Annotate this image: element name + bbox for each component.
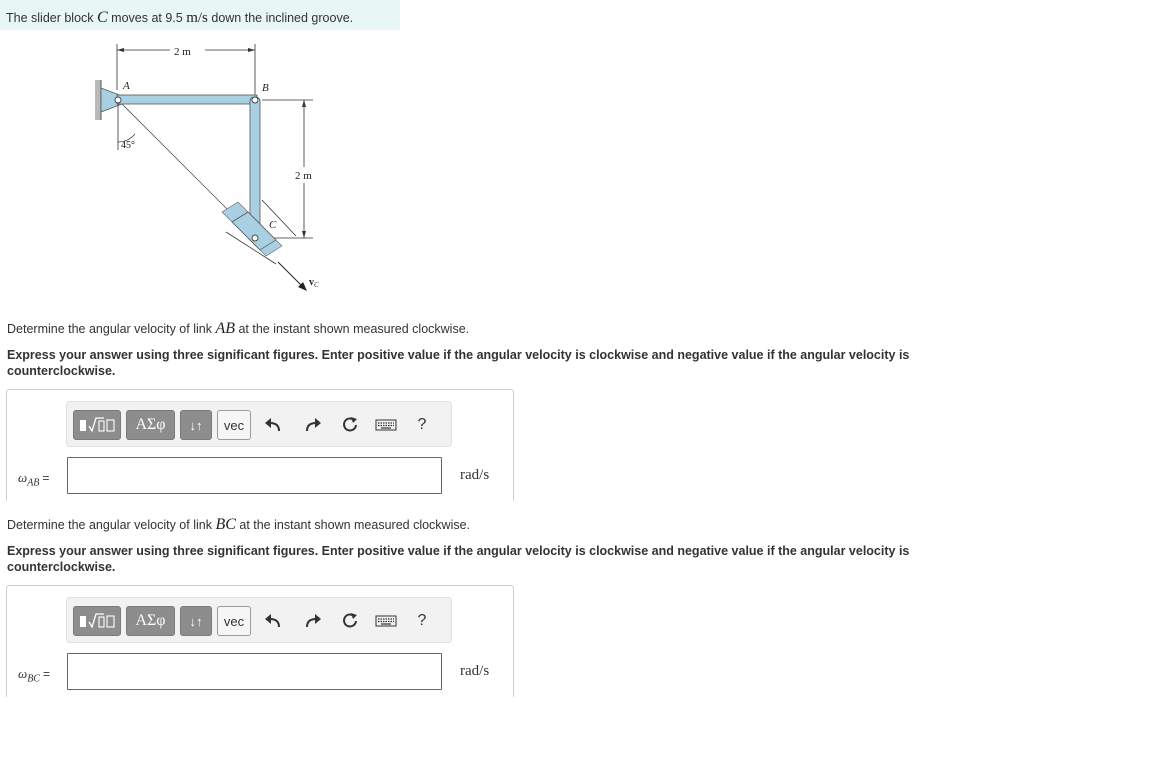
intro-text-prefix: The slider block xyxy=(6,11,98,25)
math-toolbar xyxy=(66,401,452,447)
omega-subscript: AB xyxy=(27,477,40,489)
equals-sign: = xyxy=(42,667,50,681)
vector-button[interactable]: vec xyxy=(217,606,251,636)
answer-variable-label xyxy=(18,666,50,685)
reset-icon xyxy=(341,416,359,434)
intro-var-c: C xyxy=(97,9,108,26)
pin-b xyxy=(252,97,258,103)
help-button[interactable]: ? xyxy=(417,416,427,433)
dim-right-label: 2 m xyxy=(295,170,312,182)
redo-icon xyxy=(304,417,322,433)
templates-icon xyxy=(77,610,117,632)
undo-icon xyxy=(264,613,282,629)
pin-a xyxy=(115,97,121,103)
question-text-suffix: at the instant shown measured clockwise. xyxy=(234,322,470,336)
templates-button[interactable] xyxy=(73,606,121,636)
answer-box-part-1 xyxy=(6,389,514,501)
label-a: A xyxy=(123,80,130,92)
dim-arrow-up xyxy=(302,100,306,107)
reset-icon xyxy=(341,612,359,630)
question-text-suffix: at the instant shown measured clockwise. xyxy=(235,518,471,532)
omega-subscript: BC xyxy=(27,673,40,685)
velocity-arrow xyxy=(278,262,304,288)
keyboard-icon xyxy=(375,614,397,628)
omega-symbol: ω xyxy=(18,666,28,681)
answer-unit: rad/s xyxy=(460,467,490,483)
mechanism-figure xyxy=(80,36,340,298)
omega-symbol: ω xyxy=(18,470,28,485)
arrows-button[interactable]: ↓↑ xyxy=(180,606,212,636)
intro-text-suffix: down the inclined groove. xyxy=(207,11,354,25)
undo-button[interactable] xyxy=(262,414,284,436)
keyboard-button[interactable] xyxy=(375,610,397,632)
arrows-button[interactable]: ↓↑ xyxy=(180,410,212,440)
redo-icon xyxy=(304,613,322,629)
pin-c xyxy=(252,235,258,241)
question-part-1 xyxy=(7,320,469,338)
templates-button[interactable] xyxy=(73,410,121,440)
dim-arrow-down xyxy=(302,231,306,238)
keyboard-icon xyxy=(375,418,397,432)
instructions-part-1: Express your answer using three significant figures. Enter positive value if the angular velocity is clockwise and negative value if the angular velocity is counterclockwise. xyxy=(7,348,910,378)
math-toolbar xyxy=(66,597,452,643)
reset-button[interactable] xyxy=(339,414,361,436)
vector-button[interactable]: vec xyxy=(217,410,251,440)
templates-icon xyxy=(77,414,117,436)
greek-symbols-button[interactable]: ΑΣφ xyxy=(126,606,175,636)
label-c: C xyxy=(269,219,277,231)
problem-statement xyxy=(0,0,400,30)
undo-icon xyxy=(264,417,282,433)
answer-input-omega-ab[interactable] xyxy=(67,457,442,494)
velocity-label: $v_C$ xyxy=(309,277,319,289)
wall-support xyxy=(95,80,101,120)
question-var: BC xyxy=(215,516,236,533)
question-var: AB xyxy=(215,320,235,337)
angle-label: 45° xyxy=(121,140,135,151)
intro-unit: m/s xyxy=(186,10,208,26)
reset-button[interactable] xyxy=(339,610,361,632)
intro-text-mid: moves at 9.5 xyxy=(107,11,187,25)
dim-arrow-left xyxy=(117,48,124,52)
question-text: Determine the angular velocity of link xyxy=(7,518,216,532)
equals-sign: = xyxy=(42,471,50,485)
greek-symbols-button[interactable]: ΑΣφ xyxy=(126,410,175,440)
label-b: B xyxy=(262,82,269,94)
help-button[interactable]: ? xyxy=(417,612,427,629)
dim-arrow-right xyxy=(248,48,255,52)
answer-box-part-2 xyxy=(6,585,514,697)
instructions-part-2: Express your answer using three significant figures. Enter positive value if the angular velocity is clockwise and negative value if the angular velocity is counterclockwise. xyxy=(7,544,910,574)
keyboard-button[interactable] xyxy=(375,414,397,436)
question-part-2 xyxy=(7,516,470,534)
answer-input-omega-bc[interactable] xyxy=(67,653,442,690)
groove-guide-line xyxy=(120,102,232,214)
redo-button[interactable] xyxy=(302,610,324,632)
link-ab xyxy=(117,95,257,104)
answer-variable-label xyxy=(18,470,49,489)
redo-button[interactable] xyxy=(302,414,324,436)
undo-button[interactable] xyxy=(262,610,284,632)
dim-top-label: 2 m xyxy=(174,46,191,58)
question-text: Determine the angular velocity of link xyxy=(7,322,216,336)
answer-unit: rad/s xyxy=(460,663,490,679)
